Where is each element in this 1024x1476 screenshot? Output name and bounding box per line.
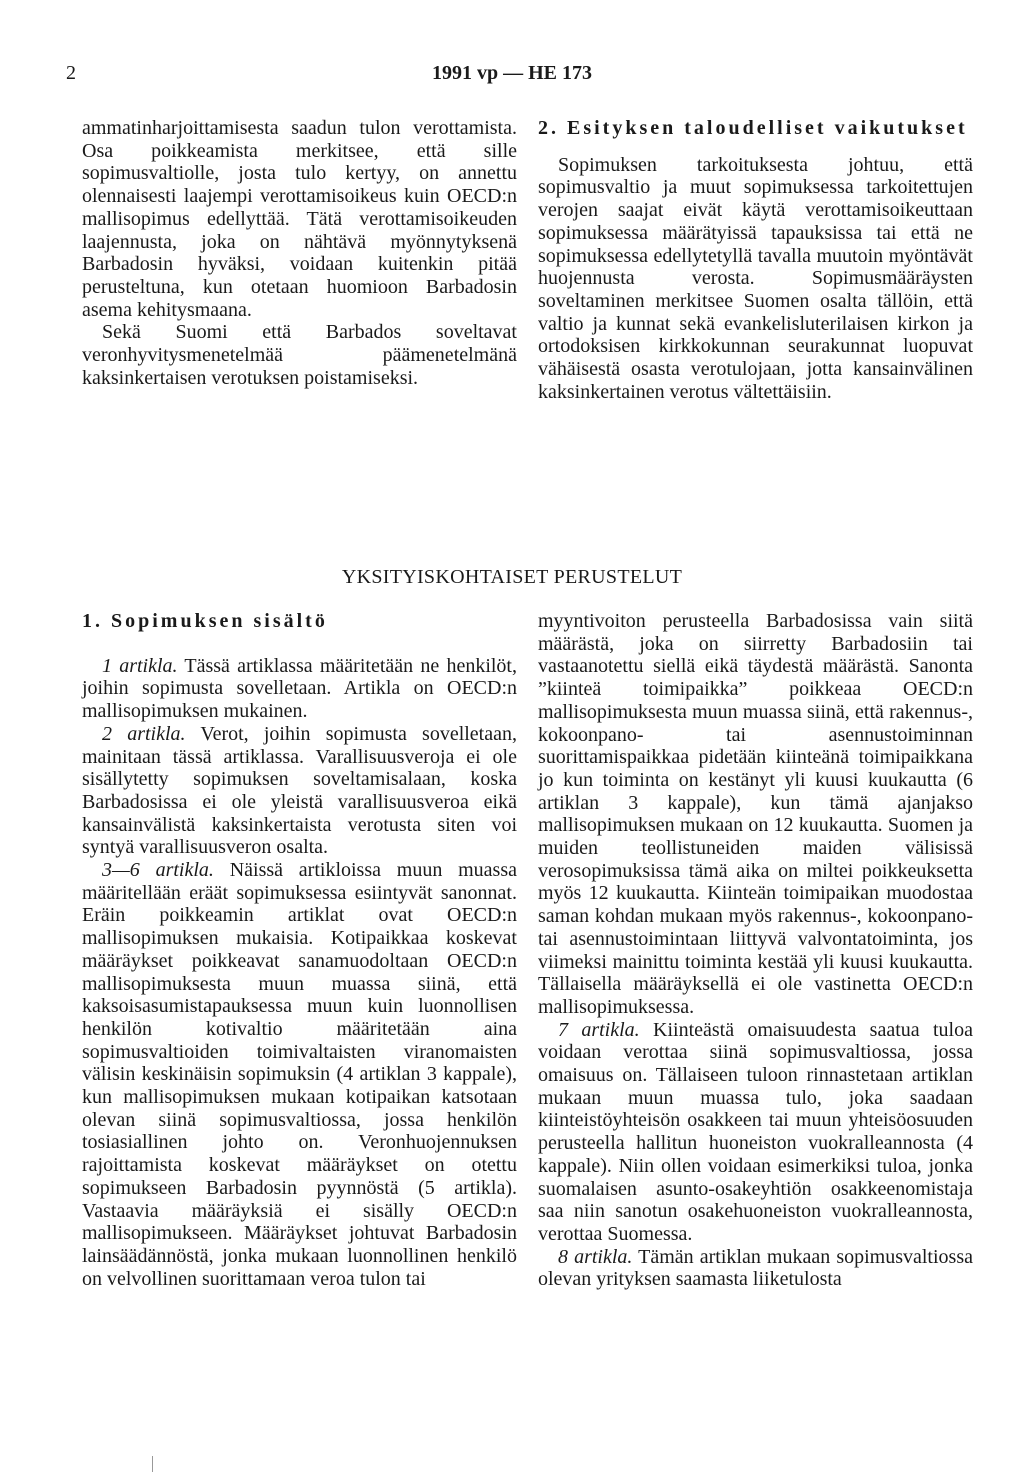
- paragraph: ammatinharjoittamisesta saadun tulon verottamista. Osa poikkeamista merkitsee, että sille sopimusvaltiolle, josta tulo kertyy, on annettu olennaisesti laajempi verottamisoikeus kuin OECD:n mallisopimus edellyttää. Tätä verottamisoikeuden laajennusta, joka on nähtävä myönnytyksenä Barbadosin hyväksi, voidaan kuitenkin pitää perusteltuna, kun otetaan huomioon Barbadosin asema kehitysmaana.: [82, 117, 517, 321]
- article-text: Kiinteästä omaisuudesta saatua tuloa voidaan verottaa siinä sopimusvaltiossa, jossa omaisuus on. Tällaiseen tuloon rinnastetaan artiklan mukaan muun muassa tulo, joka saadaan kiinteistöyhteisön osakkeen tai muun yhteisöosuuden perusteella hallitun huoneiston vuokralleannosta (4 kappale). Niin ollen voidaan esimerkiksi tuloa, jonka suomalaisen asunto-osakeyhtiön osakkeenomistaja saa niin sanotun osakehuoneiston vuokralleannosta, verottaa Suomessa.: [538, 1018, 973, 1245]
- running-head: 1991 vp — HE 173: [431, 62, 593, 84]
- paragraph: Sopimuksen tarkoituksesta johtuu, että sopimusvaltio ja muut sopimuksessa tarkoitettujen verojen saajat eivät käytä verottamisoikeuttaan sopimuksessa määrätyissä tapauksissa tai että ne sopimuksessa edellytetyllä tavalla muutoin myöntävät huojennusta verosta. Sopimusmääräysten soveltaminen merkitsee Suomen osalta tällöin, että valtio ja kunnat sekä evankelisluterilaisen kirkon ja ortodoksisen kirkkokunnan seurakunnat luopuvat vähäisestä osasta verotulojaan, jotta kansainvälinen kaksinkertainen verotus vältettäisiin.: [538, 153, 973, 403]
- article-text: myyntivoiton perusteella Barbadosissa vain siitä määrästä, joka on siirretty Barbadosiin tai vastaanotettu siellä eikä täydestä määrästä. Sanonta ”kiinteä toimipaikka” poikkeaa OECD:n mallisopimuksesta muun muassa siinä, että rakennus-, kokoonpano- tai asennustoiminnan suorittamispaikkaa pidetään kiinteänä toimipaikkana jo kun toiminta on kestänyt yli kuusi kuukautta (6 artiklan 3 kappale), kun tämä ajanjakso mallisopimuksen mukaan on 12 kuukautta. Suomen ja muiden teollistuneiden maiden välisissä verosopimuksissa tämä aika on miltei poikkeuksetta myös 12 kuukautta. Kiinteän toimipaikan muodostaa saman kohdan mukaan myös rakennus-, kokoonpano- tai asennustoimintaan liittyvä valvontatoiminta, jos viimeksi mainittu toiminta kestää yli kuusi kuukautta. Tällaisella määräyksellä ei ole vastinetta OECD:n mallisopimuksessa.: [538, 610, 973, 1018]
- article-paragraph: [82, 723, 517, 859]
- article-lead: 2 artikla.: [102, 722, 186, 745]
- section-heading: 1. Sopimuksen sisältö: [82, 610, 328, 632]
- article-lead: 7 artikla.: [558, 1018, 640, 1041]
- scan-mark: [152, 1456, 153, 1472]
- article-lead: 8 artikla.: [558, 1245, 633, 1268]
- article-lead: 3—6 artikla.: [102, 859, 214, 882]
- article-text: Tässä artiklassa määritetään ne henkilöt, joihin sopimusta sovelletaan. Artikla on OECD:n mallisopimuksen mukainen.: [82, 654, 517, 723]
- article-paragraph: [82, 859, 517, 1290]
- article-text: Näissä artikloissa muun muassa määritellään eräät sopimuksessa esiintyvät sanonnat. Eräin poikkeamin artiklat ovat OECD:n mallisopimuksen mukaisia. Kotipaikkaa koskevat määräykset poikkeavat sanamuodoltaan OECD:n mallisopimuksesta muun muassa siinä, että kaksoisasumistapauksessa muun kuin luonnollisen henkilön kotivaltio määritetään aina sopimusvaltioiden toimivaltaisten viranomaisten välisin keskinäisin sopimuksin (4 artiklan 3 kappale), kun mallisopimuksen mukaan kotipaikan katsotaan olevan siinä sopimusvaltiossa, jossa henkilön tosiasiallinen johto on. Veronhuojennuksen rajoittamista koskevat määräykset on otettu sopimukseen Barbadosin pyynnöstä (5 artikla). Vastaavia määräyksiä ei sisälly OECD:n mallisopimukseen. Määräykset johtuvat Barbadosin lainsäädännöstä, jonka mukaan luonnollinen henkilö on velvollinen suorittamaan veroa tulon tai: [82, 859, 517, 1290]
- bottom-left-column: [82, 610, 517, 1290]
- article-text: Tämän artiklan mukaan sopimusvaltiossa olevan yrityksen saamasta liiketulosta: [538, 1245, 973, 1291]
- article-paragraph: [538, 1246, 973, 1291]
- article-paragraph: [538, 610, 973, 1019]
- article-paragraph: [82, 655, 517, 723]
- page-number: 2: [66, 62, 76, 84]
- top-right-column: [538, 117, 973, 403]
- main-heading: YKSITYISKOHTAISET PERUSTELUT: [341, 566, 683, 588]
- article-paragraph: [538, 1019, 973, 1246]
- article-lead: 1 artikla.: [102, 654, 178, 677]
- article-text: Verot, joihin sopimusta sovelletaan, mainitaan tässä artiklassa. Varallisuusveroja ei ole sisällytetty sopimuksen soveltamisalaan, koska Barbadosissa ei ole yleistä varallisuusveroa eikä kansainvälistä kaksinkertaista verotusta siten voi syntyä varallisuusveron osalta.: [82, 722, 517, 859]
- section-heading: 2. Esityksen taloudelliset vaikutukset: [538, 117, 968, 139]
- top-left-column: [82, 117, 517, 389]
- paragraph: Sekä Suomi että Barbados soveltavat veronhyvitysmenetelmää päämenetelmänä kaksinkertaisen verotuksen poistamiseksi.: [82, 321, 517, 389]
- bottom-right-column: [538, 610, 973, 1291]
